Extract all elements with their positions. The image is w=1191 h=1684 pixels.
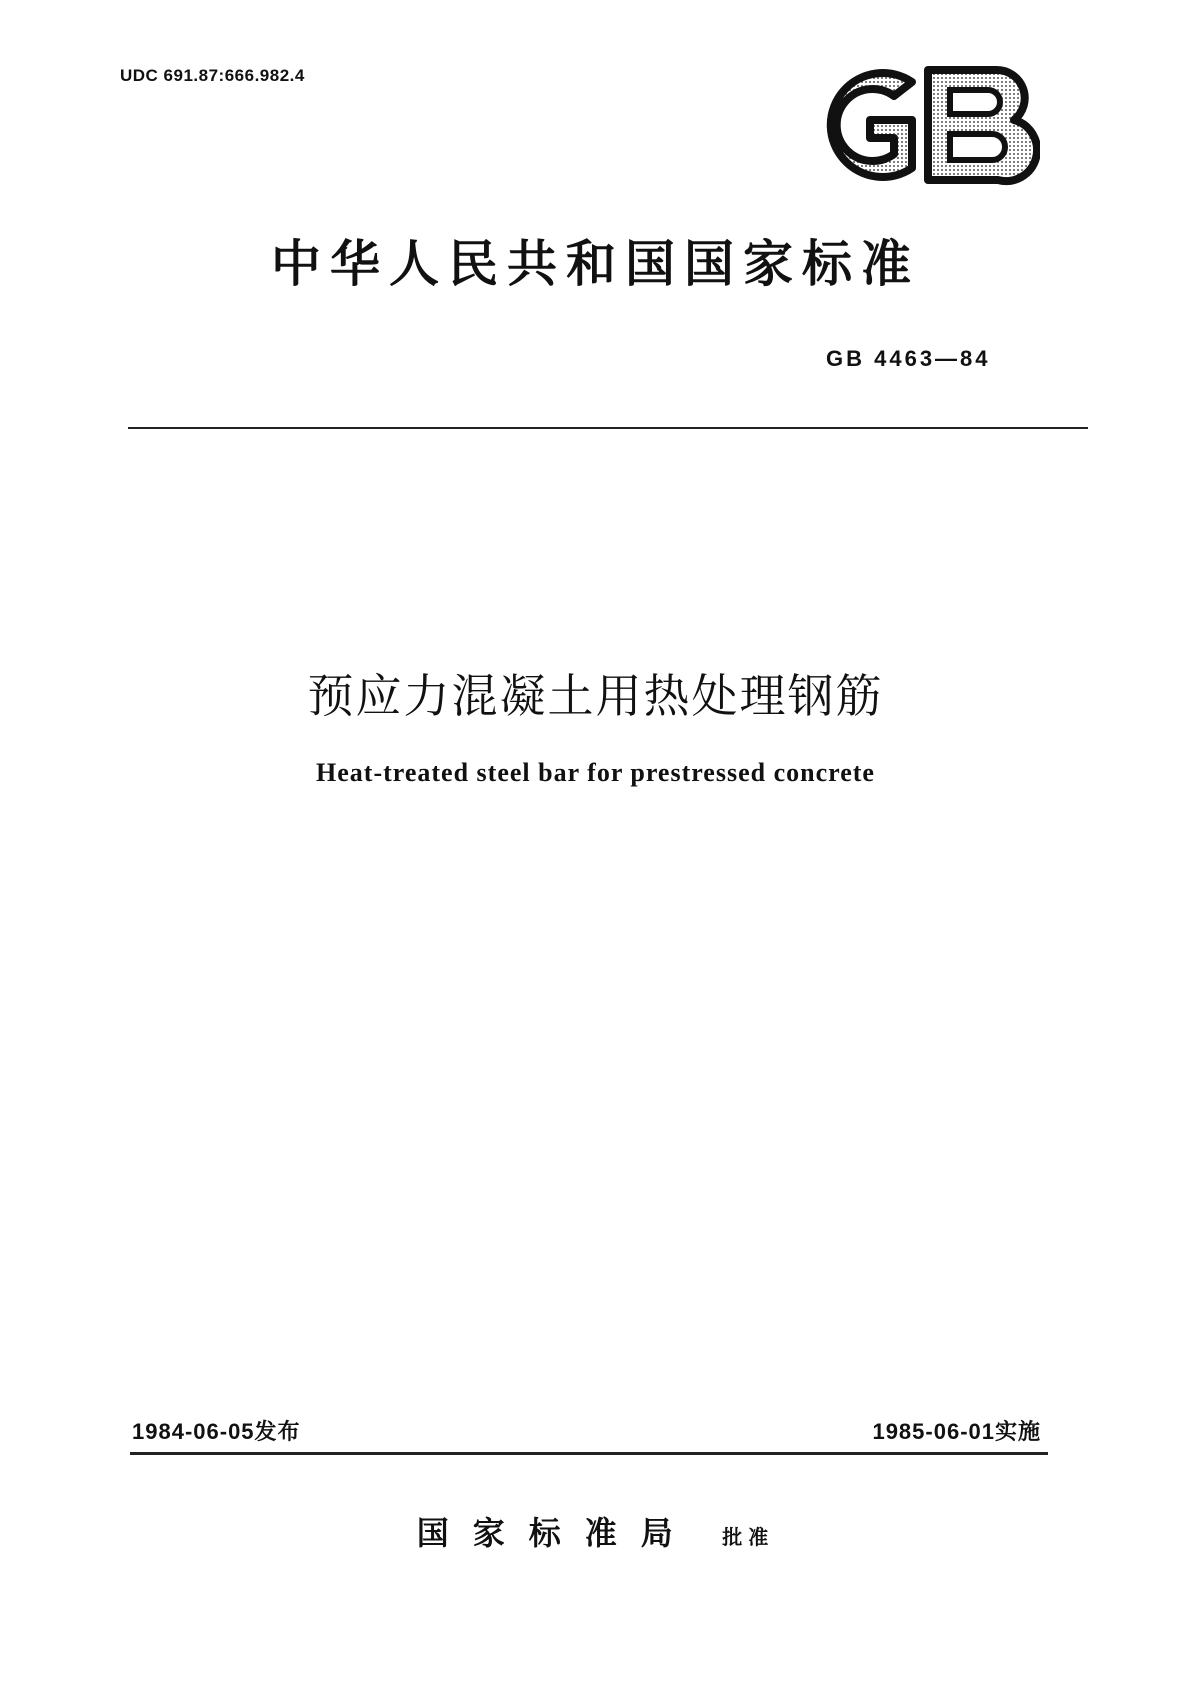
footer-rule bbox=[130, 1452, 1048, 1455]
effective-date: 1985-06-01实施 bbox=[872, 1419, 1041, 1444]
gb-logo bbox=[800, 60, 1040, 190]
document-title-en: Heat-treated steel bar for prestressed concrete bbox=[316, 758, 875, 787]
header-rule bbox=[128, 427, 1088, 429]
standard-heading: 中华人民共和国国家标准 bbox=[271, 235, 920, 293]
udc-code: UDC 691.87:666.982.4 bbox=[120, 66, 305, 85]
footer bbox=[0, 1508, 1191, 1554]
approval-label: 批准 bbox=[722, 1525, 775, 1549]
document-title-cn: 预应力混凝土用热处理钢筋 bbox=[307, 669, 884, 723]
issuing-authority: 国家标准局 bbox=[416, 1514, 697, 1552]
standard-number: GB 4463—84 bbox=[826, 346, 991, 371]
issue-date: 1984-06-05发布 bbox=[132, 1419, 301, 1444]
